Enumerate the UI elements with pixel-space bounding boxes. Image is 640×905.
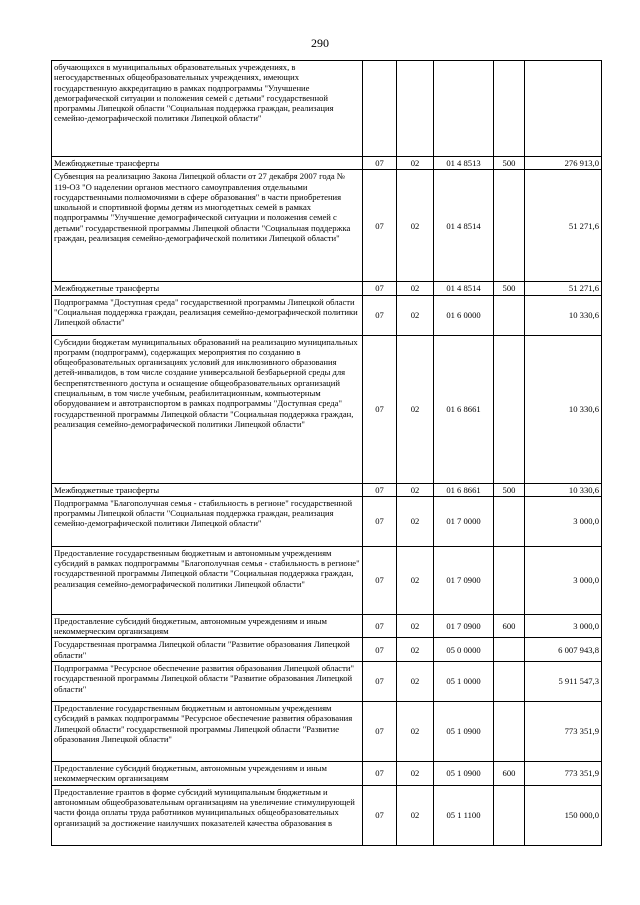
table-row — [52, 295, 602, 335]
cell-section: 07 — [363, 496, 397, 546]
cell-subsection — [397, 61, 434, 157]
cell-amount: 276 913,0 — [525, 157, 602, 170]
cell-description: Предоставление государственным бюджетным и автономным учреждениям субсидий в рамках подпрограммы "Благополучная семья - стабильность в регионе" государственной программы Липецкой области "Социальная поддержка граждан, реализация семейно-демографической политики Липецкой области" — [52, 546, 363, 614]
cell-subsection: 02 — [397, 662, 434, 702]
cell-expense-type — [494, 702, 525, 762]
budget-table — [51, 60, 602, 846]
table-row — [52, 702, 602, 762]
cell-expense-type — [494, 170, 525, 282]
cell-expense-type: 500 — [494, 282, 525, 295]
cell-description: Предоставление грантов в форме субсидий муниципальным бюджетным и автономным общеобразовательным организациям на увеличение стимулирующей части фонда оплаты труда работников муниципальных общеобразовательных организаций за достижение наилучших показателей качества образования в — [52, 785, 363, 845]
cell-expense-type — [494, 662, 525, 702]
cell-target-article: 01 7 0900 — [434, 614, 494, 638]
table-row — [52, 614, 602, 638]
cell-expense-type — [494, 61, 525, 157]
cell-subsection: 02 — [397, 157, 434, 170]
table-body — [52, 61, 602, 846]
cell-target-article: 01 6 0000 — [434, 295, 494, 335]
cell-section: 07 — [363, 546, 397, 614]
cell-section: 07 — [363, 762, 397, 786]
cell-section: 07 — [363, 662, 397, 702]
cell-subsection: 02 — [397, 702, 434, 762]
cell-description: Межбюджетные трансферты — [52, 282, 363, 295]
table-row — [52, 61, 602, 157]
cell-subsection: 02 — [397, 614, 434, 638]
cell-description: обучающихся в муниципальных образовательных учреждениях, в негосударственных общеобразовательных учреждениях, имеющих государственную аккредитацию в рамках подпрограммы "Улучшение демографической ситуации и положения семей с детьми" государственной программы Липецкой области "Социальная поддержка граждан, реализация семейно-демографической политики Липецкой области" — [52, 61, 363, 157]
cell-description: Межбюджетные трансферты — [52, 483, 363, 496]
cell-description: Предоставление субсидий бюджетным, автономным учреждениям и иным некоммерческим организациям — [52, 762, 363, 786]
cell-section — [363, 61, 397, 157]
cell-description: Предоставление субсидий бюджетным, автономным учреждениям и иным некоммерческим организациям — [52, 614, 363, 638]
cell-subsection: 02 — [397, 282, 434, 295]
cell-amount: 10 330,6 — [525, 483, 602, 496]
cell-expense-type: 500 — [494, 483, 525, 496]
cell-amount: 51 271,6 — [525, 170, 602, 282]
cell-expense-type — [494, 638, 525, 662]
cell-section: 07 — [363, 702, 397, 762]
cell-amount: 3 000,0 — [525, 546, 602, 614]
cell-section: 07 — [363, 638, 397, 662]
cell-amount: 6 007 943,8 — [525, 638, 602, 662]
cell-expense-type — [494, 335, 525, 483]
cell-amount: 3 000,0 — [525, 614, 602, 638]
cell-subsection: 02 — [397, 295, 434, 335]
cell-section: 07 — [363, 335, 397, 483]
table-row — [52, 662, 602, 702]
cell-description: Субвенция на реализацию Закона Липецкой области от 27 декабря 2007 года № 119-ОЗ "О наделении органов местного самоуправления отдельными государственными полномочиями в сфере образования" в части приобретения школьной и спортивной формы детям из многодетных семей в рамках подпрограммы "Улучшение демографической ситуации и положения семей с детьми" государственной программы Липецкой области "Социальная поддержка граждан, реализация семейно-демографической политики Липецкой области" — [52, 170, 363, 282]
table-row — [52, 170, 602, 282]
cell-target-article: 05 1 0900 — [434, 702, 494, 762]
cell-subsection: 02 — [397, 483, 434, 496]
cell-amount: 3 000,0 — [525, 496, 602, 546]
cell-subsection: 02 — [397, 638, 434, 662]
cell-subsection: 02 — [397, 546, 434, 614]
cell-target-article: 05 1 0000 — [434, 662, 494, 702]
cell-amount: 5 911 547,3 — [525, 662, 602, 702]
cell-description: Межбюджетные трансферты — [52, 157, 363, 170]
table-row — [52, 546, 602, 614]
cell-amount: 773 351,9 — [525, 702, 602, 762]
cell-section: 07 — [363, 785, 397, 845]
cell-section: 07 — [363, 170, 397, 282]
cell-target-article: 05 1 1100 — [434, 785, 494, 845]
cell-target-article: 05 0 0000 — [434, 638, 494, 662]
table-row — [52, 496, 602, 546]
cell-target-article — [434, 61, 494, 157]
cell-section: 07 — [363, 614, 397, 638]
cell-amount: 51 271,6 — [525, 282, 602, 295]
cell-subsection: 02 — [397, 762, 434, 786]
cell-target-article: 01 6 8661 — [434, 483, 494, 496]
cell-description: Субсидии бюджетам муниципальных образований на реализацию муниципальных программ (подпрограмм), содержащих мероприятия по созданию в общеобразовательных организациях условий для инклюзивного образования детей-инвалидов, в том числе создание универсальной безбарьерной среды для беспрепятственного доступа и оснащение общеобразовательных организаций специальным, в том числе учебным, реабилитационным, компьютерным оборудованием и автотранспортом в рамках подпрограммы "Доступная среда" государственной программы Липецкой области "Социальная поддержка граждан, реализация семейно-демографической политики Липецкой области" — [52, 335, 363, 483]
cell-expense-type: 500 — [494, 157, 525, 170]
cell-section: 07 — [363, 295, 397, 335]
cell-description: Государственная программа Липецкой области "Развитие образования Липецкой области" — [52, 638, 363, 662]
cell-section: 07 — [363, 483, 397, 496]
table-row — [52, 785, 602, 845]
cell-expense-type — [494, 496, 525, 546]
cell-expense-type: 600 — [494, 614, 525, 638]
cell-subsection: 02 — [397, 170, 434, 282]
cell-description: Подпрограмма "Доступная среда" государственной программы Липецкой области "Социальная поддержка граждан, реализация семейно-демографической политики Липецкой области" — [52, 295, 363, 335]
cell-amount — [525, 61, 602, 157]
cell-expense-type — [494, 295, 525, 335]
cell-target-article: 01 7 0900 — [434, 546, 494, 614]
cell-amount: 10 330,6 — [525, 335, 602, 483]
cell-target-article: 01 4 8513 — [434, 157, 494, 170]
cell-description: Предоставление государственным бюджетным и автономным учреждениям субсидий в рамках подпрограммы "Ресурсное обеспечение развития образования Липецкой области" государственной программы Липецкой области "Развитие образования Липецкой области" — [52, 702, 363, 762]
cell-target-article: 01 4 8514 — [434, 170, 494, 282]
table-row — [52, 282, 602, 295]
cell-target-article: 05 1 0900 — [434, 762, 494, 786]
page-number: 290 — [311, 36, 329, 50]
cell-amount: 773 351,9 — [525, 762, 602, 786]
table-row — [52, 762, 602, 786]
cell-subsection: 02 — [397, 496, 434, 546]
cell-target-article: 01 7 0000 — [434, 496, 494, 546]
cell-expense-type — [494, 546, 525, 614]
cell-target-article: 01 4 8514 — [434, 282, 494, 295]
table-row — [52, 335, 602, 483]
cell-amount: 10 330,6 — [525, 295, 602, 335]
cell-expense-type — [494, 785, 525, 845]
table-row — [52, 638, 602, 662]
cell-expense-type: 600 — [494, 762, 525, 786]
cell-description: Подпрограмма "Благополучная семья - стабильность в регионе" государственной программы Липецкой области "Социальная поддержка граждан, реализация семейно-демографической политики Липецкой области" — [52, 496, 363, 546]
cell-section: 07 — [363, 157, 397, 170]
cell-section: 07 — [363, 282, 397, 295]
cell-target-article: 01 6 8661 — [434, 335, 494, 483]
table-row — [52, 483, 602, 496]
cell-subsection: 02 — [397, 335, 434, 483]
cell-amount: 150 000,0 — [525, 785, 602, 845]
cell-subsection: 02 — [397, 785, 434, 845]
cell-description: Подпрограмма "Ресурсное обеспечение развития образования Липецкой области" государственной программы Липецкой области "Развитие образования Липецкой области" — [52, 662, 363, 702]
table-row — [52, 157, 602, 170]
